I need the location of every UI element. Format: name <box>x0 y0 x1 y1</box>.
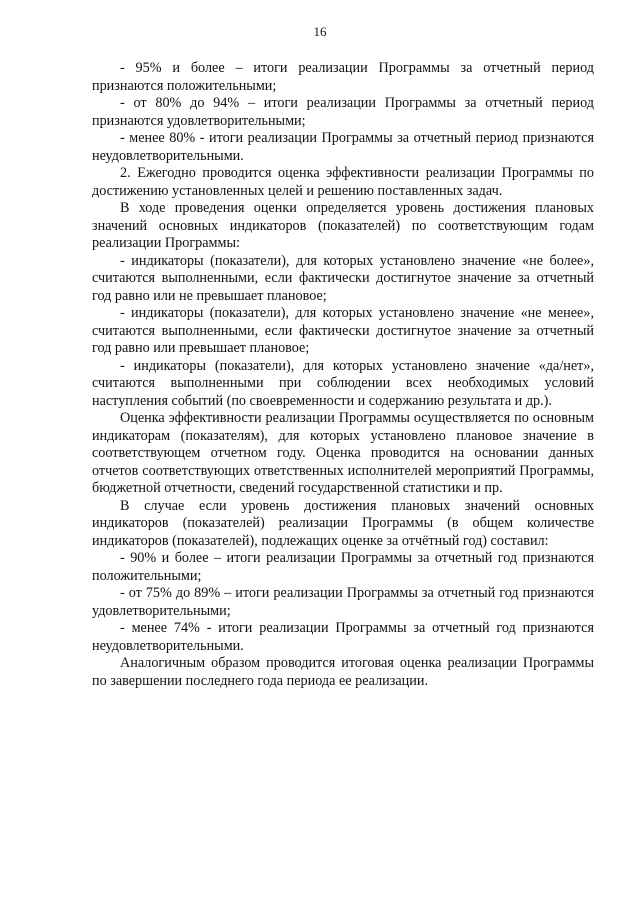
paragraph: Аналогичным образом проводится итоговая оценка реализации Программы по завершении последнего года периода ее реализации. <box>92 655 594 689</box>
paragraph: Оценка эффективности реализации Программы осуществляется по основным индикаторам (показателям), для которых установлено плановое значение в соответствующем отчетном году. Оценка проводится на основании данных отчетов соответствующих ответственных исполнителей мероприятий Программы, бюджетной отчетности, сведений государственной статистики и пр. <box>92 410 594 496</box>
paragraph: - от 80% до 94% – итоги реализации Программы за отчетный период признаются удовлетворительными; <box>92 95 594 129</box>
paragraph: - индикаторы (показатели), для которых установлено значение «не менее», считаются выполненными, если фактически достигнутое значение за отчетный год равно или превышает плановое; <box>92 305 594 356</box>
paragraph: - индикаторы (показатели), для которых установлено значение «да/нет», считаются выполненными при соблюдении всех необходимых условий наступления событий (по своевременности и содержанию результата и др.). <box>92 357 594 409</box>
paragraph: - менее 74% - итоги реализации Программы за отчетный год признаются неудовлетворительными. <box>92 620 594 654</box>
paragraph: - индикаторы (показатели), для которых установлено значение «не более», считаются выполненными, если фактически достигнутое значение за отчетный год равно или не превышает плановое; <box>92 252 594 304</box>
paragraph: - 90% и более – итоги реализации Программы за отчетный год признаются положительными; <box>92 550 594 584</box>
paragraph: 2. Ежегодно проводится оценка эффективности реализации Программы по достижению установленных целей и решению поставленных задач. <box>92 165 594 199</box>
paragraph: В ходе проведения оценки определяется уровень достижения плановых значений основных индикаторов (показателей) по соответствующим годам реализации Программы: <box>92 200 594 251</box>
paragraph: В случае если уровень достижения плановых значений основных индикаторов (показателей) реализации Программы (в общем количестве индикаторов (показателей), подлежащих оценке за отчётный год) составил: <box>92 497 594 549</box>
paragraph: - 95% и более – итоги реализации Программы за отчетный период признаются положительными; <box>92 60 594 94</box>
document-body <box>92 60 594 690</box>
paragraph: - от 75% до 89% – итоги реализации Программы за отчетный год признаются удовлетворительными; <box>92 585 594 619</box>
page-number: 16 <box>313 24 327 39</box>
paragraph: - менее 80% - итоги реализации Программы за отчетный период признаются неудовлетворительными. <box>92 130 594 164</box>
